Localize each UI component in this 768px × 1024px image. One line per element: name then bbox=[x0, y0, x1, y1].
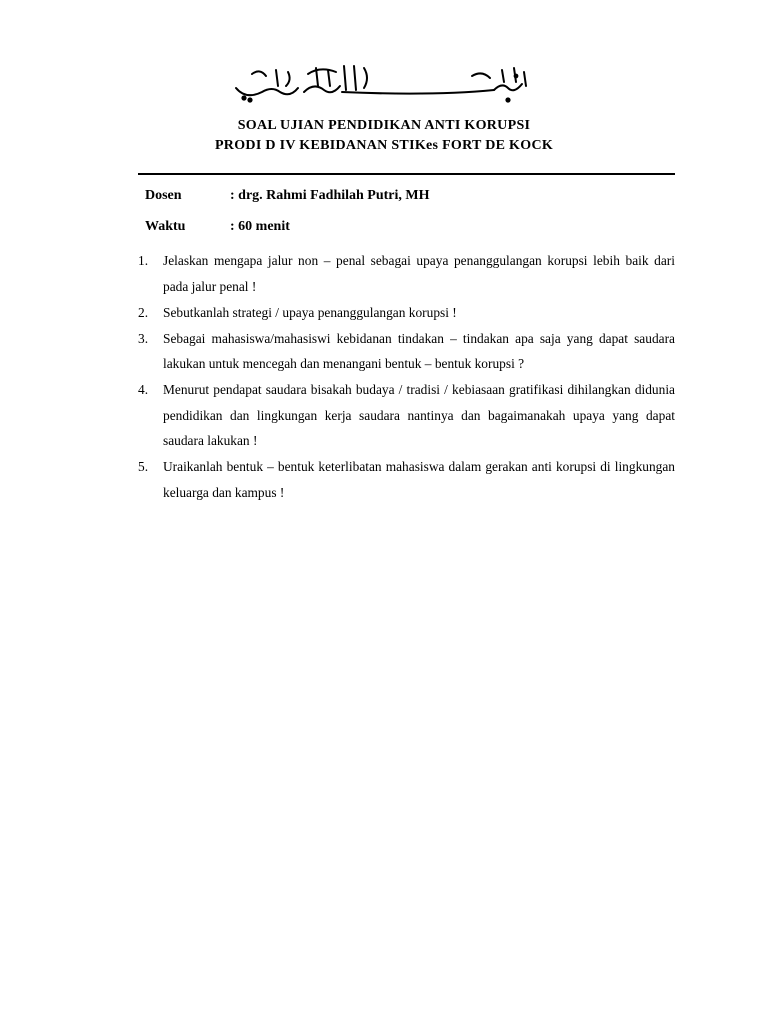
duration-row bbox=[145, 219, 290, 235]
question-list bbox=[138, 248, 675, 506]
question-number: 3. bbox=[138, 330, 149, 346]
question-text: Menurut pendapat saudara bisakah budaya / tradisi / kebiasaan gratifikasi dihilangkan didunia pendidikan dan lingkungan kerja saudara nantinya dan bagaimanakah upaya yang dapat saudara lakukan ! bbox=[163, 382, 675, 448]
lecturer-value: : drg. Rahmi Fadhilah Putri, MH bbox=[230, 188, 430, 203]
question-item bbox=[138, 300, 675, 326]
question-item bbox=[138, 326, 675, 377]
question-item bbox=[138, 248, 675, 299]
lecturer-row bbox=[145, 188, 430, 204]
question-text: Uraikanlah bentuk – bentuk keterlibatan mahasiswa dalam gerakan anti korupsi di lingkungan keluarga dan kampus ! bbox=[163, 459, 675, 500]
question-item bbox=[138, 454, 675, 505]
program-title: PRODI D IV KEBIDANAN STIKes FORT DE KOCK bbox=[214, 138, 554, 153]
header-divider bbox=[138, 173, 675, 175]
duration-label: Waktu bbox=[145, 219, 186, 234]
question-number: 1. bbox=[138, 253, 149, 268]
exam-title: SOAL UJIAN PENDIDIKAN ANTI KORUPSI bbox=[237, 118, 531, 133]
lecturer-label: Dosen bbox=[145, 188, 182, 203]
question-text: Sebagai mahasiswa/mahasiswi kebidanan tindakan – tindakan apa saja yang dapat saudara lakukan untuk mencegah dan menangani bentuk – bentuk korupsi ? bbox=[163, 330, 675, 371]
question-item bbox=[138, 377, 675, 454]
question-number: 4. bbox=[138, 382, 149, 397]
question-number: 5. bbox=[138, 459, 149, 474]
question-number: 2. bbox=[138, 304, 149, 320]
duration-value: : 60 menit bbox=[230, 219, 290, 234]
basmalah-calligraphy bbox=[232, 62, 532, 106]
question-text: Jelaskan mengapa jalur non – penal sebagai upaya penanggulangan korupsi lebih baik dari pada jalur penal ! bbox=[163, 253, 675, 294]
question-text: Sebutkanlah strategi / upaya penanggulangan korupsi ! bbox=[163, 304, 457, 320]
